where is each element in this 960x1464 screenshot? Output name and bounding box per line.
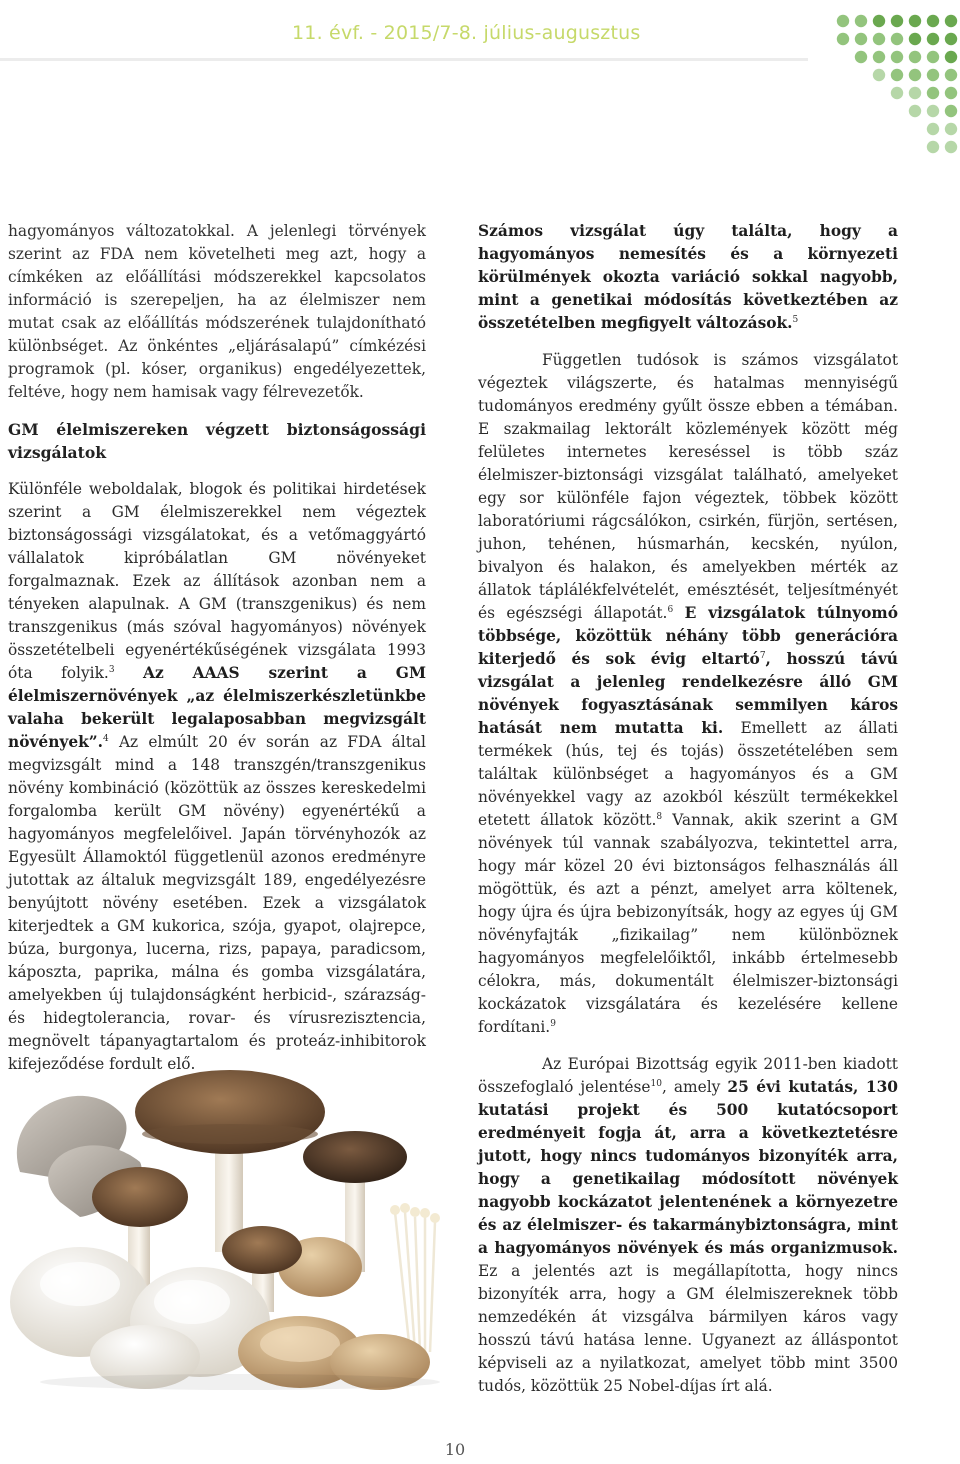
decorative-dot xyxy=(909,105,921,117)
right-p2-text-b: Emellett az állati termékek (hús, tej és tojás) összetételében sem találtak különbséget a hagyományos és a GM növényekkel vagy az azokból készült termékekkel etetett állatok között. xyxy=(478,719,898,829)
decorative-dot xyxy=(891,51,903,63)
right-p3-bold: 25 évi kutatás, 130 kutatási projekt és 500 kutatócsoport eredményeit fogja át, arra a következtetésre jutott, hogy nincs tudományos bizonyíték arra, hogy a genetikailag módosított növények nagyobb kockázatot jelentenének a környezetre és az élelmiszer- és takarmánybiztonságra, mint a hagyományos növények és más organizmusok. xyxy=(478,1078,898,1257)
decorative-dot xyxy=(837,33,849,45)
right-p3-text-c: Ez a jelentés azt is megállapította, hogy nincs bizonyíték arra, hogy a GM élelmiszereknek több nemzedékén át vizsgálva bármilyen káros vagy hosszú távú hatása lenne. Ugyanezt az álláspontot képviseli az a nyilatkozat, amelyet több mint 3500 tudós, közöttük 25 Nobel-díjas írt alá. xyxy=(478,1262,898,1395)
right-column xyxy=(478,220,898,1398)
decorative-dot xyxy=(909,69,921,81)
footnote-ref-8: 8 xyxy=(656,811,663,822)
decorative-dot xyxy=(945,105,957,117)
footnote-ref-3: 3 xyxy=(108,664,115,675)
right-paragraph-3 xyxy=(478,1053,898,1398)
section-heading: GM élelmiszereken végzett biztonságossági vizsgálatok xyxy=(8,420,426,462)
intro-paragraph: hagyományos változatokkal. A jelenlegi törvények szerint az FDA nem követelheti meg azt, hogy a címkéken az előállítási módszerekkel kapcsolatos információ is szerepeljen, ha az élelmiszer nem mutat csak az előállítás módszerének tulajdonítható különbséget. Az önkéntes „eljárásalapú” címkézési programok (pl. kóser, organikus) engedélyezettek, feltéve, hogy nem hamisak vagy félrevezetők. xyxy=(8,222,426,401)
page-number: 10 xyxy=(444,1440,466,1459)
right-p2-text-c: Vannak, akik szerint a GM növények túl vannak szabályozva, tekintettel arra, hogy már közel 20 évi biztonságos felhasználás áll mögöttük, és azt a pénzt, amelyet arra költenek, hogy újra és újra bebizonyítsák, hogy az egyes új GM növényfajták „fizikailag” nem különböznek hagyományos megfelelőiktől, inkább értelmesebb célokra, más, dokumentált élelmiszer-biztonsági kockázatok vizsgálatára és kezelésére kellene fordítani. xyxy=(478,811,898,1036)
decorative-dot xyxy=(945,51,957,63)
footnote-ref-9: 9 xyxy=(550,1018,556,1029)
body-bold-text: Az AAAS szerint a GM élelmiszernövények „az élelmiszerkészletünkbe valaha bekerült legalaposabban megvizsgált növények”. xyxy=(8,664,426,751)
decorative-dot xyxy=(927,51,939,63)
decorative-dot xyxy=(855,33,867,45)
mushrooms-photo xyxy=(0,1052,460,1392)
right-p3-text-a: Az Európai Bizottság egyik 2011-ben kiadott összefoglaló jelentése xyxy=(478,1055,898,1096)
footnote-ref-10: 10 xyxy=(650,1078,662,1089)
decorative-dot xyxy=(909,15,921,27)
right-p3-text-b: , amely xyxy=(661,1078,721,1096)
body-text-2: Az elmúlt 20 év során az FDA által megvizsgált mind a 148 transzgén/transzgenikus növény kombináció (közöttük az összes kereskedelmi forgalomba került GM növény) egyenértékű a hagyományos megfelelőivel. Japán törvényhozók az Egyesült Államoktól függetlenül azonos eredményre jutottak az általuk megvizsgált 189, engedélyezésre benyújtott növény esetében. Ezek a vizsgálatok kiterjedtek a GM kukorica, szója, gyapot, olajrepce, búza, burgonya, lucerna, rizs, papaya, paradicsom, káposzta, paprika, málna és gomba vizsgálatára, amelyekben új tulajdonságként herbicid-, szárazság- és hidegtolerancia, rovar- és vírusrezisztencia, megnövelt tápanyagtartalom és proteáz-inhibitorok kifejeződése fordult elő. xyxy=(8,733,426,1073)
decorative-dot xyxy=(873,15,885,27)
decorative-dot xyxy=(927,87,939,99)
decorative-dot xyxy=(873,69,885,81)
right-paragraph-1 xyxy=(478,220,898,335)
decorative-dot xyxy=(891,87,903,99)
right-paragraph-2 xyxy=(478,349,898,1039)
decorative-dot xyxy=(909,87,921,99)
decorative-dot xyxy=(909,51,921,63)
decorative-dot xyxy=(873,33,885,45)
decorative-dot xyxy=(927,33,939,45)
decorative-dot xyxy=(927,69,939,81)
decorative-dot xyxy=(945,87,957,99)
decorative-dot xyxy=(945,15,957,27)
decorative-dot xyxy=(909,33,921,45)
right-p1-bold: Számos vizsgálat úgy találta, hogy a hagyományos nemesítés és a környezeti körülmények okozta variáció sokkal nagyobb, mint a genetikai módosítás következtében az összetételben megfigyelt változások. xyxy=(478,222,898,332)
decorative-dot-grid xyxy=(820,12,960,172)
decorative-dot xyxy=(945,69,957,81)
footnote-ref-5: 5 xyxy=(792,314,799,325)
header-rule xyxy=(0,58,808,61)
decorative-dot xyxy=(927,123,939,135)
footnote-ref-7: 7 xyxy=(759,650,766,661)
decorative-dot xyxy=(873,51,885,63)
decorative-dot xyxy=(927,105,939,117)
decorative-dot xyxy=(945,33,957,45)
decorative-dot xyxy=(891,69,903,81)
right-p2-text-a: Független tudósok is számos vizsgálatot végeztek világszerte, és hatalmas mennyiségű tudományos eredmény gyűlt össze ebben a témában. E szakmailag lektorált közlemények között még felületes internetes kereséssel is több száz élelmiszer-biztonsági vizsgálat található, amelyeket egy sor különféle fajon végeztek, többek között laboratóriumi rágcsálókon, csirkén, fürjön, sertésen, juhon, tehénen, húsmarhán, kecskén, nyúlon, bivalyon és halakon, és amelyekben mérték az állatok táplálékfelvételét, emésztését, teljesítményét és egészségi állapotát. xyxy=(478,351,898,622)
decorative-dot xyxy=(855,15,867,27)
decorative-dot xyxy=(945,141,957,153)
decorative-dot xyxy=(891,33,903,45)
header-title: 11. évf. - 2015/7-8. július-augusztus xyxy=(292,22,641,44)
decorative-dot xyxy=(945,123,957,135)
right-p2-bold-b: , hosszú távú vizsgálat a jelenleg rendelkezésre álló GM növények fogyasztásának semmilyen káros hatását nem mutatta ki. xyxy=(478,650,898,737)
footnote-ref-6: 6 xyxy=(667,604,674,615)
body-paragraph xyxy=(8,478,426,1076)
decorative-dot xyxy=(927,15,939,27)
decorative-dot xyxy=(927,141,939,153)
left-column xyxy=(8,220,426,1076)
decorative-dot xyxy=(855,51,867,63)
body-text-1: Különféle weboldalak, blogok és politikai hirdetések szerint a GM élelmiszerekkel nem végeztek biztonságossági vizsgálatokat, és a vetőmaggyártó vállalatok kipróbálatlan GM növényeket forgalmaznak. Ezek az állítások azonban nem a tényeken alapulnak. A GM (transzgenikus) és nem transzgenikus (más szóval hagyományos) növények összetételbeli egyenértékűségének vizsgálata 1993 óta folyik. xyxy=(8,480,426,682)
right-p2-bold-a: E vizsgálatok túlnyomó többsége, közöttük néhány több generációra kiterjedő és sok évig eltartó xyxy=(478,604,898,668)
decorative-dot xyxy=(891,15,903,27)
footnote-ref-4: 4 xyxy=(103,733,109,744)
decorative-dot xyxy=(837,15,849,27)
